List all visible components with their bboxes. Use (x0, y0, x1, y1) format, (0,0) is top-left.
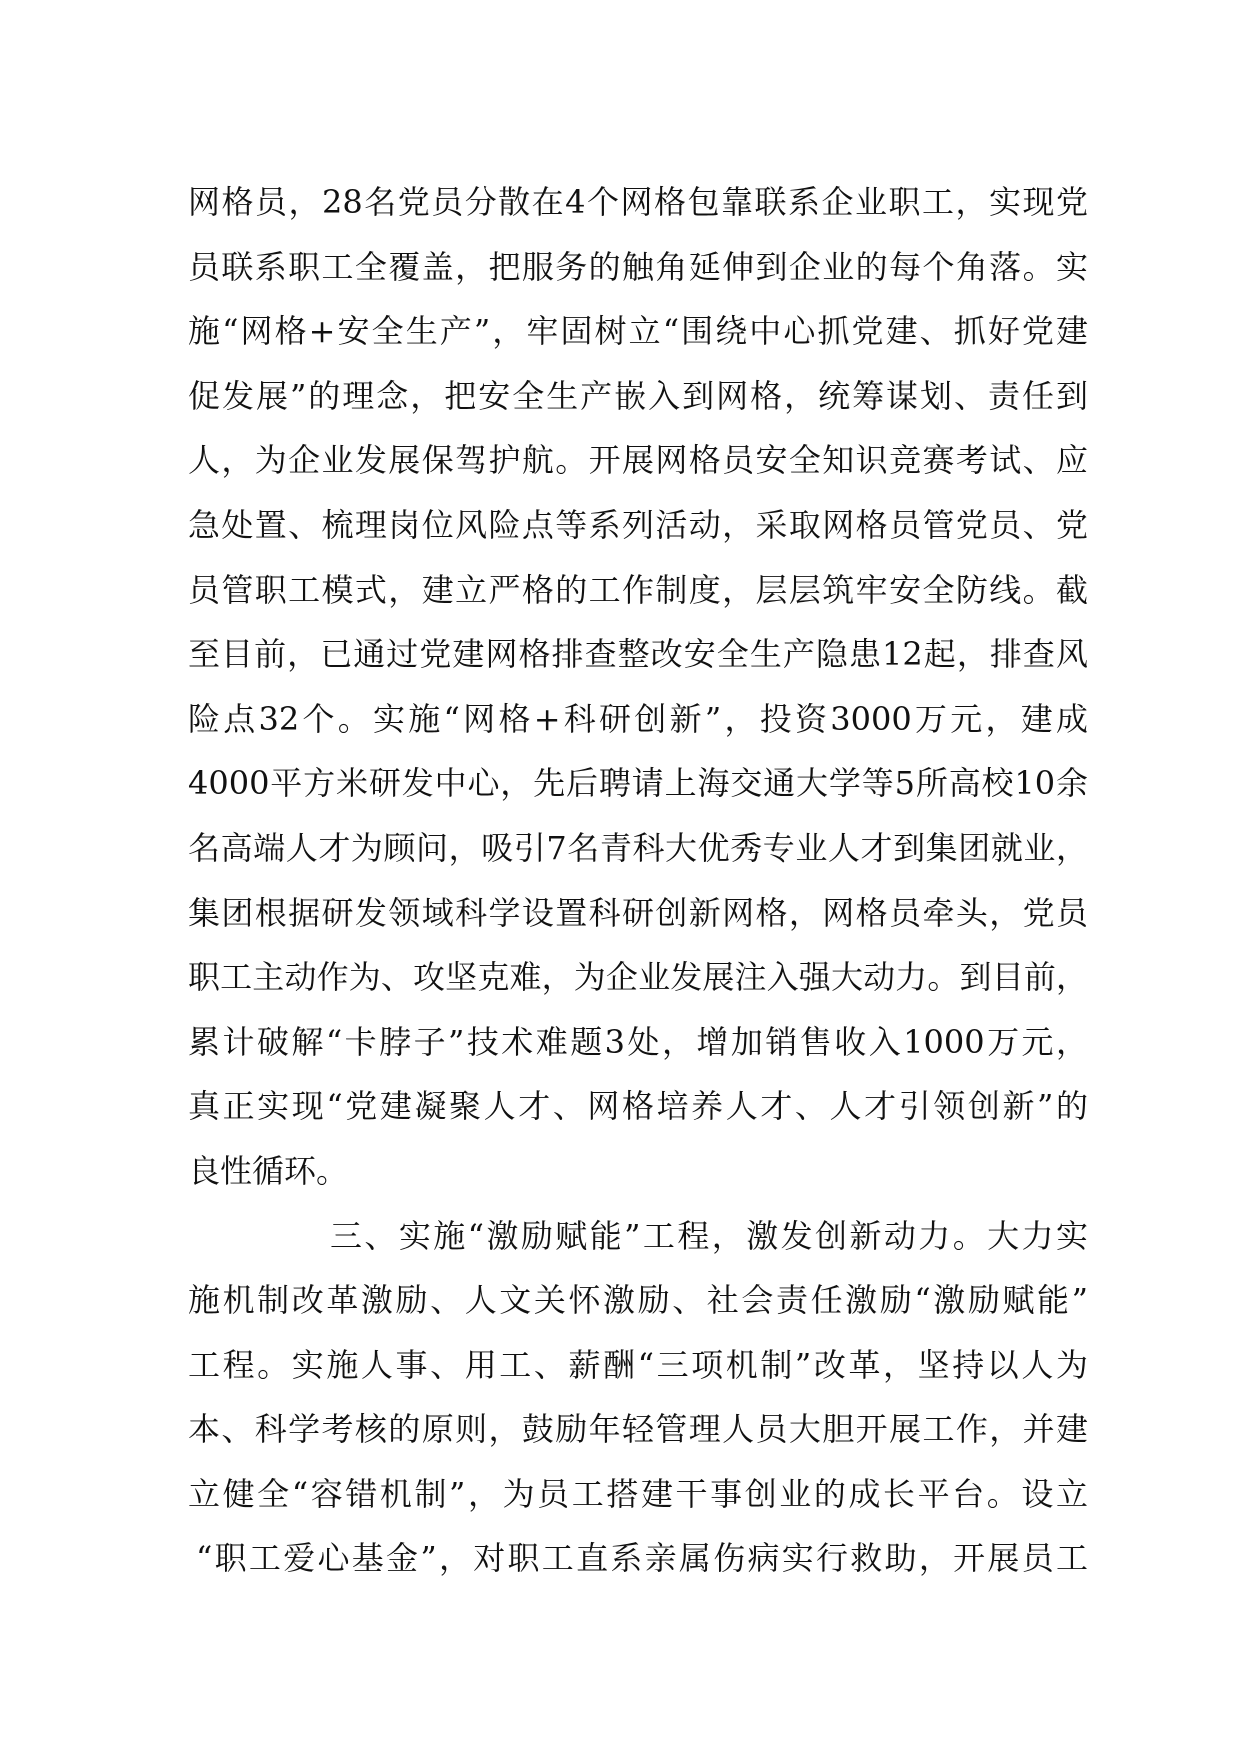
text-line: 立健全“容错机制”，为员工搭建干事创业的成长平台。设立 (188, 1474, 1088, 1513)
text-line: 良性循环。 (188, 1151, 349, 1190)
text-line: 职工主动作为、攻坚克难，为企业发展注入强大动力。到目前， (188, 958, 1088, 997)
text-line: 员联系职工全覆盖，把服务的触角延伸到企业的每个角落。实 (188, 247, 1088, 286)
text-line: 集团根据研发领域科学设置科研创新网格，网格员牵头，党员 (188, 893, 1088, 932)
text-line: 4000平方米研发中心，先后聘请上海交通大学等5所高校10余 (188, 764, 1088, 803)
text-line: 累计破解“卡脖子”技术难题3处，增加销售收入1000万元， (188, 1022, 1088, 1061)
text-line: 至目前，已通过党建网格排查整改安全生产隐患12起，排查风 (188, 635, 1088, 674)
text-line: “职工爱心基金”，对职工直系亲属伤病实行救助，开展员工 (196, 1539, 1088, 1578)
text-line: 真正实现“党建凝聚人才、网格培养人才、人才引领创新”的 (188, 1087, 1088, 1126)
text-line: 施“网格+安全生产”，牢固树立“围绕中心抓党建、抓好党建 (188, 312, 1088, 351)
text-line: 本、科学考核的原则，鼓励年轻管理人员大胆开展工作，并建 (188, 1410, 1088, 1449)
text-line: 工程。实施人事、用工、薪酬“三项机制”改革，坚持以人为 (188, 1345, 1088, 1384)
text-line: 员管职工模式，建立严格的工作制度，层层筑牢安全防线。截 (188, 570, 1088, 609)
text-line: 急处置、梳理岗位风险点等系列活动，采取网格员管党员、党 (188, 505, 1088, 544)
body-text (188, 170, 1088, 1591)
text-line: 促发展”的理念，把安全生产嵌入到网格，统筹谋划、责任到 (188, 376, 1088, 415)
section-heading-line: 三、实施“激励赋能”工程，激发创新动力。大力实 (330, 1216, 1088, 1255)
text-line: 施机制改革激励、人文关怀激励、社会责任激励“激励赋能” (188, 1281, 1088, 1320)
text-line: 险点32个。实施“网格+科研创新”，投资3000万元，建成 (188, 699, 1088, 738)
text-line: 人，为企业发展保驾护航。开展网格员安全知识竞赛考试、应 (188, 441, 1088, 480)
text-line: 名高端人才为顾问，吸引7名青科大优秀专业人才到集团就业， (188, 828, 1088, 867)
text-line: 网格员，28名党员分散在4个网格包靠联系企业职工，实现党 (188, 183, 1088, 221)
